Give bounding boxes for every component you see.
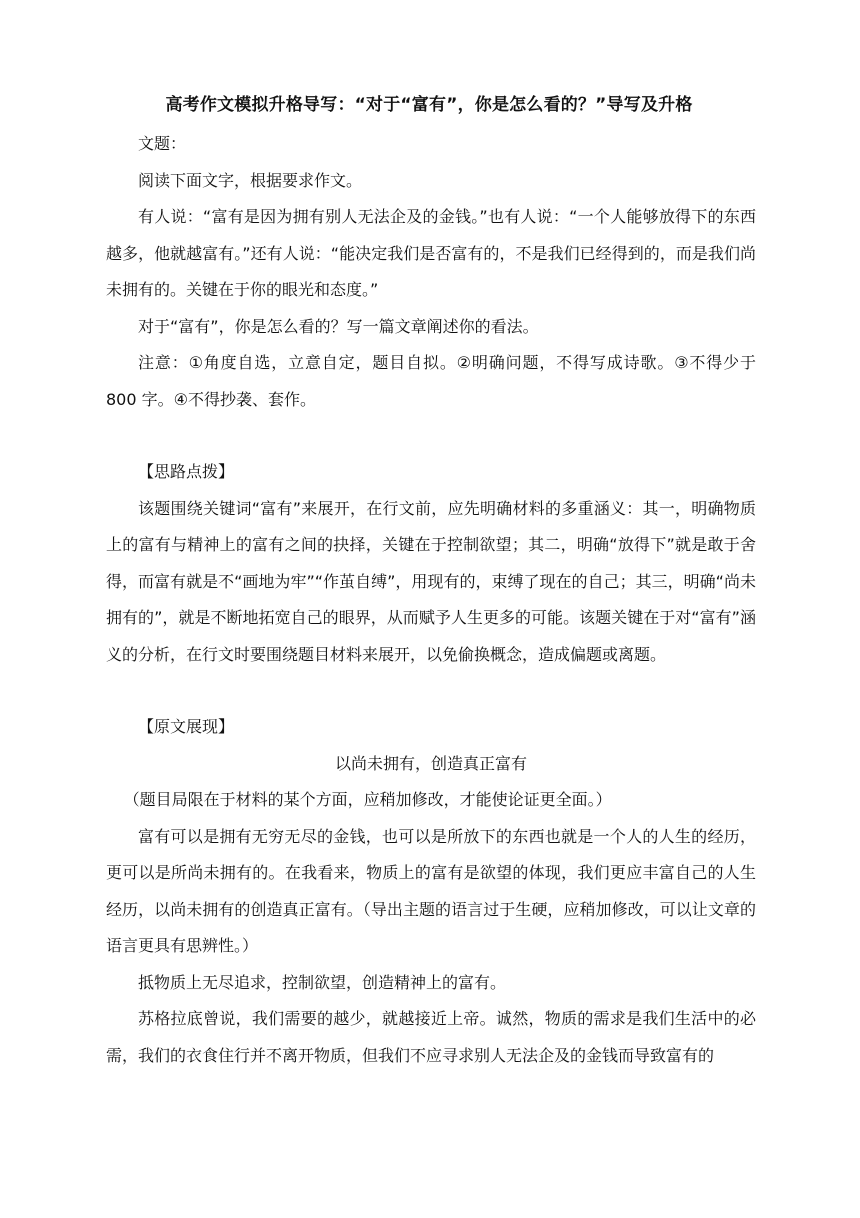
analysis-paragraph: 该题围绕关键词“富有”来展开，在行文前，应先明确材料的多重涵义：其一，明确物质上的富有与精神上的富有之间的抉择，关键在于控制欲望；其二，明确“放得下”就是敢于舍得，而富有就是不“画地为牢”“作茧自缚”，用现有的，束缚了现在的自己；其三，明确“尚未拥有的”，就是不断地拓宽自己的眼界，从而赋予人生更多的可能。该题关键在于对“富有”涵义的分析，在行文时要围绕题目材料来展开，以免偷换概念，造成偏题或离题。: [106, 498, 756, 664]
document-page: [106, 90, 756, 1074]
question-paragraph: 对于“富有”，你是怎么看的？写一篇文章阐述你的看法。: [138, 316, 539, 336]
essay-paragraph-3: 苏格拉底曾说，我们需要的越少，就越接近上帝。诚然，物质的需求是我们生活中的必需，我们的衣食住行并不离开物质，但我们不应寻求别人无法企及的金钱而导致富有的: [106, 1009, 756, 1065]
analysis-heading: 【思路点拨】: [138, 462, 235, 481]
original-heading: 【原文展现】: [138, 717, 235, 736]
essay-paragraph-1: 富有可以是拥有无穷无尽的金钱，也可以是所放下的东西也就是一个人的人生的经历，更可以是所尚未拥有的。在我看来，物质上的富有是欲望的体现，我们更应丰富自己的人生经历，以尚未拥有的创造真正富有。（导出主题的语言过于生硬，应稍加修改，可以让文章的语言更具有思辨性。）: [106, 826, 756, 955]
material-paragraph: 有人说：“富有是因为拥有别人无法企及的金钱。”也有人说：“一个人能够放得下的东西越多，他就越富有。”还有人说：“能决定我们是否富有的，不是我们已经得到的，而是我们尚未拥有的。关键在于你的眼光和态度。”: [106, 207, 756, 299]
topic-label: 文题：: [138, 134, 187, 153]
essay-paragraph-2: 抵物质上无尽追求，控制欲望，创造精神上的富有。: [138, 972, 507, 992]
notice-paragraph: 注意：①角度自选，立意自定，题目自拟。②明确问题，不得写成诗歌。③不得少于 800 字。④不得抄袭、套作。: [106, 353, 756, 409]
instruction-paragraph: 阅读下面文字，根据要求作文。: [138, 170, 363, 190]
essay-title-note: （题目局限在于材料的某个方面，应稍加修改，才能使论证更全面。）: [123, 790, 612, 809]
document-title: 高考作文模拟升格导写：“对于“富有”，你是怎么看的？”导写及升格: [165, 95, 693, 115]
essay-title: 以尚未拥有，创造真正富有: [334, 753, 527, 773]
